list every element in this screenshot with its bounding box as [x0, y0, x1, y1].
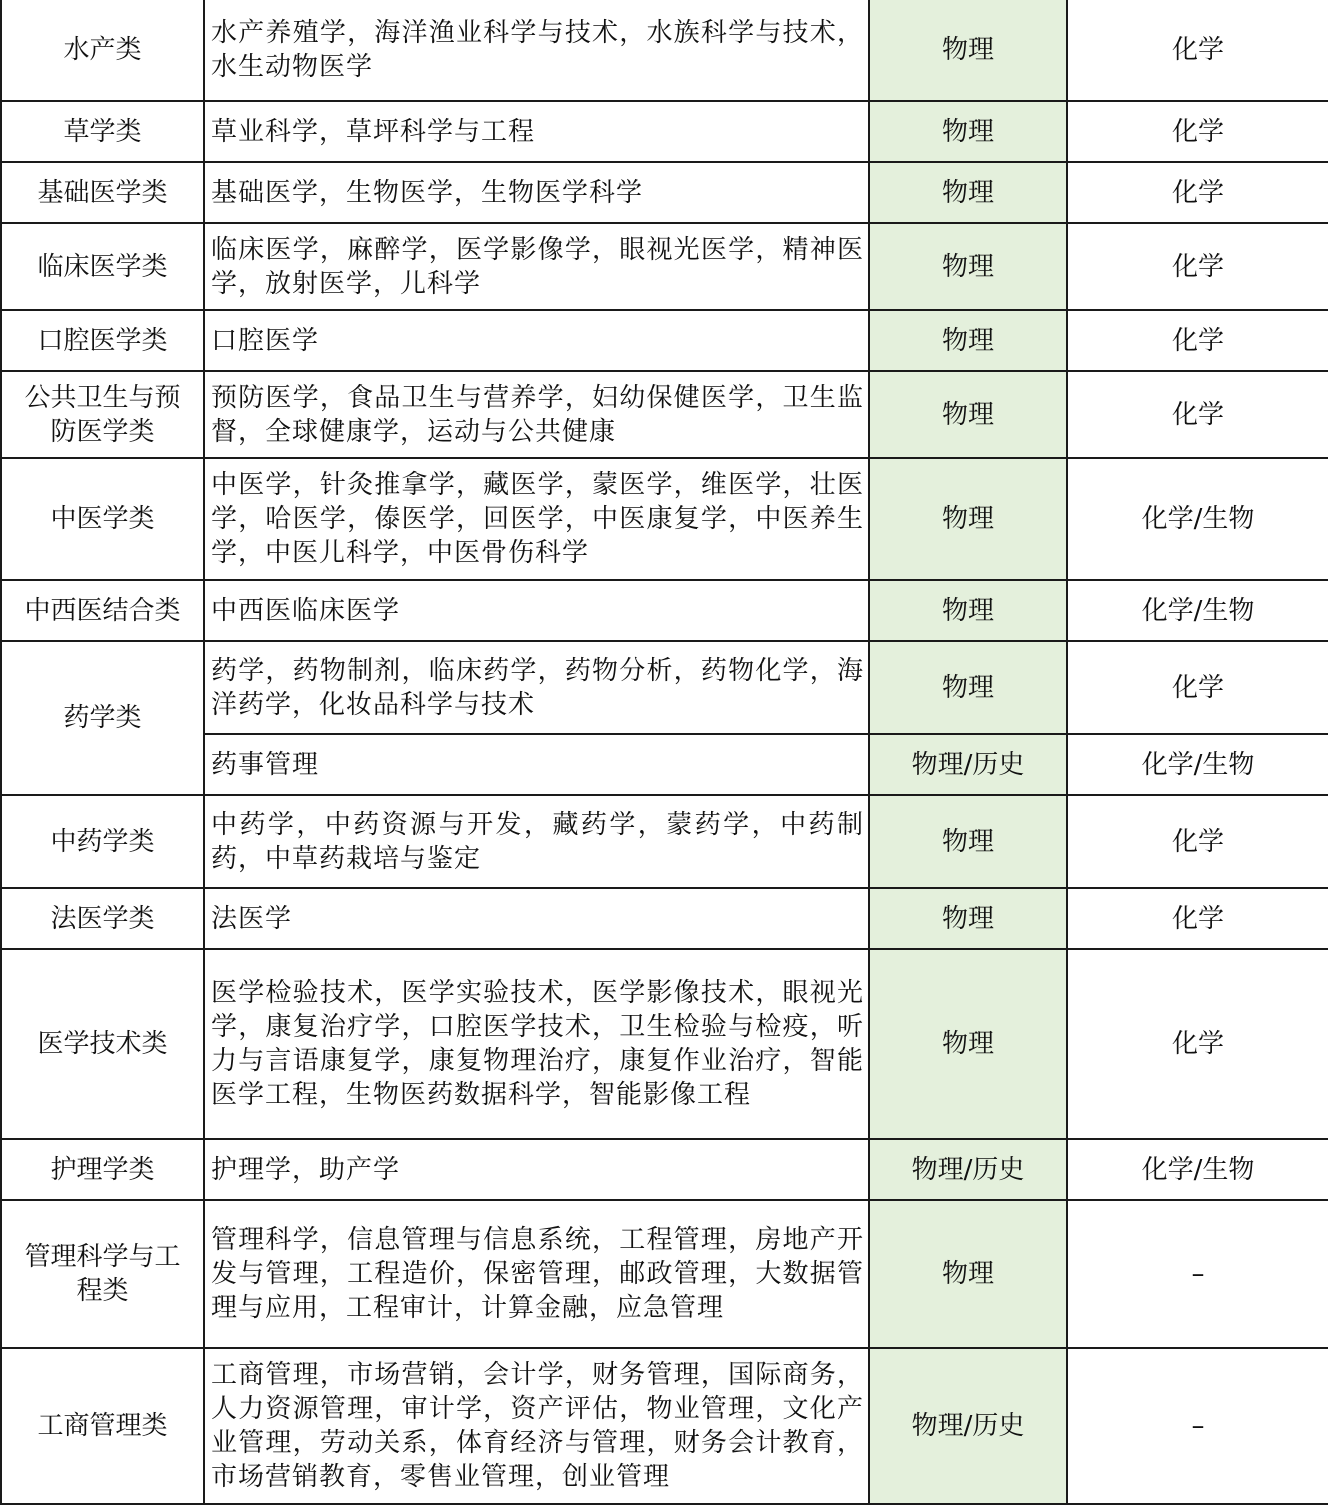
majors-cell: 法医学: [204, 888, 869, 949]
table-row: [1, 1348, 1328, 1504]
majors-cell: 工商管理，市场营销，会计学，财务管理，国际商务，人力资源管理，审计学，资产评估，物业管理，文化产业管理，劳动关系，体育经济与管理，财务会计教育，市场营销教育，零售业管理，创业管理: [204, 1348, 869, 1504]
category-cell: 临床医学类: [1, 223, 204, 310]
majors-cell: 口腔医学: [204, 310, 869, 371]
first-subject-cell: 物理: [869, 795, 1067, 888]
second-subject-cell: –: [1067, 1200, 1328, 1348]
category-cell: 基础医学类: [1, 162, 204, 223]
majors-cell: 中药学，中药资源与开发，藏药学，蒙药学，中药制药，中草药栽培与鉴定: [204, 795, 869, 888]
majors-cell: 草业科学，草坪科学与工程: [204, 101, 869, 162]
majors-cell: 预防医学，食品卫生与营养学，妇幼保健医学，卫生监督，全球健康学，运动与公共健康: [204, 371, 869, 458]
second-subject-cell: 化学: [1067, 795, 1328, 888]
majors-cell: 水产养殖学，海洋渔业科学与技术，水族科学与技术，水生动物医学: [204, 0, 869, 101]
second-subject-cell: 化学: [1067, 162, 1328, 223]
first-subject-cell: 物理: [869, 458, 1067, 580]
category-cell: 医学技术类: [1, 949, 204, 1139]
first-subject-cell: 物理: [869, 162, 1067, 223]
category-cell: 工商管理类: [1, 1348, 204, 1504]
category-cell: 护理学类: [1, 1139, 204, 1200]
second-subject-cell: 化学: [1067, 101, 1328, 162]
first-subject-cell: 物理: [869, 580, 1067, 641]
first-subject-cell: 物理: [869, 371, 1067, 458]
table-row: [1, 888, 1328, 949]
first-subject-cell: 物理: [869, 101, 1067, 162]
category-cell: 法医学类: [1, 888, 204, 949]
first-subject-cell: 物理: [869, 641, 1067, 734]
majors-cell: 护理学，助产学: [204, 1139, 869, 1200]
majors-cell: 基础医学，生物医学，生物医学科学: [204, 162, 869, 223]
table-row: [1, 310, 1328, 371]
majors-cell: 中西医临床医学: [204, 580, 869, 641]
table-row: [1, 101, 1328, 162]
table-row: [1, 949, 1328, 1139]
table-row: [1, 223, 1328, 310]
majors-cell: 中医学，针灸推拿学，藏医学，蒙医学，维医学，壮医学，哈医学，傣医学，回医学，中医康复学，中医养生学，中医儿科学，中医骨伤科学: [204, 458, 869, 580]
majors-cell: 管理科学，信息管理与信息系统，工程管理，房地产开发与管理，工程造价，保密管理，邮政管理，大数据管理与应用，工程审计，计算金融，应急管理: [204, 1200, 869, 1348]
second-subject-cell: 化学: [1067, 371, 1328, 458]
first-subject-cell: 物理/历史: [869, 1348, 1067, 1504]
majors-cell: 药学，药物制剂，临床药学，药物分析，药物化学，海洋药学，化妆品科学与技术: [204, 641, 869, 734]
table-row: [1, 641, 1328, 734]
second-subject-cell: 化学: [1067, 888, 1328, 949]
table-row: [1, 162, 1328, 223]
table-row: [1, 1200, 1328, 1348]
table-row: [1, 371, 1328, 458]
second-subject-cell: 化学: [1067, 223, 1328, 310]
category-cell: 公共卫生与预防医学类: [1, 371, 204, 458]
second-subject-cell: 化学: [1067, 0, 1328, 101]
second-subject-cell: 化学/生物: [1067, 580, 1328, 641]
category-cell: 药学类: [1, 641, 204, 795]
first-subject-cell: 物理/历史: [869, 1139, 1067, 1200]
second-subject-cell: 化学/生物: [1067, 734, 1328, 795]
majors-cell: 临床医学，麻醉学，医学影像学，眼视光医学，精神医学，放射医学，儿科学: [204, 223, 869, 310]
table-row: [1, 1139, 1328, 1200]
majors-cell: 药事管理: [204, 734, 869, 795]
category-cell: 中药学类: [1, 795, 204, 888]
second-subject-cell: –: [1067, 1348, 1328, 1504]
table-row: [1, 458, 1328, 580]
category-cell: 口腔医学类: [1, 310, 204, 371]
first-subject-cell: 物理: [869, 310, 1067, 371]
majors-cell: 医学检验技术，医学实验技术，医学影像技术，眼视光学，康复治疗学，口腔医学技术，卫生检验与检疫，听力与言语康复学，康复物理治疗，康复作业治疗，智能医学工程，生物医药数据科学，智能影像工程: [204, 949, 869, 1139]
table-row: [1, 0, 1328, 101]
category-cell: 草学类: [1, 101, 204, 162]
second-subject-cell: 化学/生物: [1067, 1139, 1328, 1200]
first-subject-cell: 物理: [869, 1200, 1067, 1348]
category-cell: 管理科学与工程类: [1, 1200, 204, 1348]
category-cell: 中西医结合类: [1, 580, 204, 641]
category-cell: 中医学类: [1, 458, 204, 580]
first-subject-cell: 物理: [869, 949, 1067, 1139]
category-cell: 水产类: [1, 0, 204, 101]
first-subject-cell: 物理: [869, 888, 1067, 949]
table-row: [1, 580, 1328, 641]
second-subject-cell: 化学: [1067, 949, 1328, 1139]
second-subject-cell: 化学/生物: [1067, 458, 1328, 580]
table-row: [1, 795, 1328, 888]
second-subject-cell: 化学: [1067, 641, 1328, 734]
first-subject-cell: 物理: [869, 223, 1067, 310]
first-subject-cell: 物理: [869, 0, 1067, 101]
first-subject-cell: 物理/历史: [869, 734, 1067, 795]
second-subject-cell: 化学: [1067, 310, 1328, 371]
